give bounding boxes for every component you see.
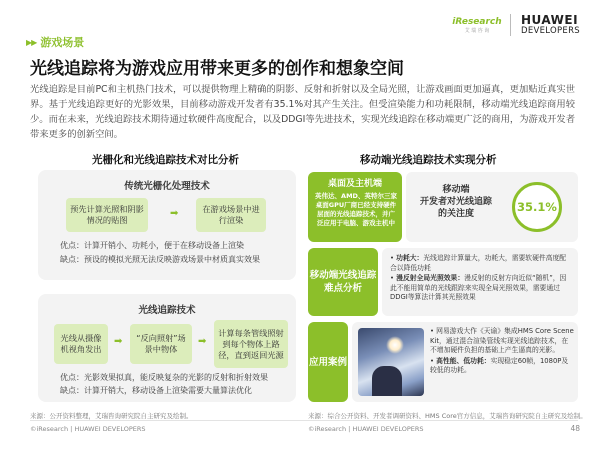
case-points xyxy=(430,327,574,377)
section-tag-label: 游戏场景 xyxy=(40,36,85,49)
mobile-analysis-panel xyxy=(308,170,578,402)
render-box: 在游戏场景中进行渲染 xyxy=(196,198,266,232)
camera-ray-box: 光线从摄像机视角发出 xyxy=(54,324,108,364)
arrow-right-icon: ➡ xyxy=(198,336,207,347)
desktop-description: 英伟达、AMD、英特尔三家桌面GPU厂商已经支持硬件层面的光线追踪技术，并广泛应用于电脑、游戏主机中 xyxy=(315,192,397,227)
iresearch-logo xyxy=(454,17,500,34)
case-label: 应用案例 xyxy=(308,322,348,402)
difficulty-point-key: 功耗大： xyxy=(396,254,424,262)
arrow-right-icon: ➡ xyxy=(170,208,179,219)
footer-divider xyxy=(30,420,578,421)
source-note-right: 来源：综合公开资料、开发者调研资料、HMS Core官方信息，艾瑞咨询研究院自主研究及绘制。 xyxy=(308,412,587,420)
footer-copyright-left: ©iResearch | HUAWEI DEVELOPERS xyxy=(30,425,146,433)
difficulty-label: 移动端光线追踪难点分析 xyxy=(308,248,378,316)
case-point-key: 高性能、低功耗： xyxy=(436,356,491,365)
case-point-text: 网易游戏大作《天谕》集成HMS Core Scene Kit，通过混合渲染管线实现光线追踪技术，在不增加硬件负担的基础上产生逼真的光影。 xyxy=(430,327,574,354)
iresearch-logo-subtext: 艾 瑞 咨 询 xyxy=(464,27,490,34)
desktop-label: 桌面及主机端 xyxy=(327,179,382,189)
brand-logos xyxy=(454,14,580,36)
light-glow xyxy=(386,336,404,354)
comparison-panel xyxy=(38,170,296,402)
section-tag xyxy=(26,34,84,50)
desktop-box xyxy=(308,172,402,242)
attention-percent: 35.1% xyxy=(512,182,562,232)
intro-paragraph: 光线追踪是目前PC和主机热门技术，可以提供物理上精确的阴影、反射和折射以及全局光照，让游戏画面更加逼真，更加贴近真实世界。基于光线追踪更好的光影效果，目前移动游戏开发者有35.1%对其产生关注。但受渲染能力和功耗限制，移动端光线追踪商用较少。而在未来，光线追踪技术期待通过软硬件高度配合，以及DDGI等先进技术，实现光线追踪在移动端更广泛的商用，为游戏开发者带来更多的创新空间。 xyxy=(30,84,575,140)
desktop-row xyxy=(308,172,578,242)
precompute-box: 预先计算光照和阴影情况的贴图 xyxy=(66,198,148,232)
case-point: • 高性能、低功耗：实现稳定60帧，1080P及较低的功耗。 xyxy=(430,356,569,374)
difficulty-point-key: 漫反射全局光照效果： xyxy=(396,274,465,282)
case-content xyxy=(352,322,578,402)
page-number: 48 xyxy=(570,424,580,433)
character-silhouette xyxy=(372,366,402,396)
difficulty-content xyxy=(382,248,578,316)
reverse-illuminate-box: “反向照射”场景中物体 xyxy=(130,324,192,364)
left-subtitle: 光栅化和光线追踪技术对比分析 xyxy=(92,154,239,166)
arrow-right-icon: ➡ xyxy=(114,336,123,347)
source-note-left: 来源：公开资料整理，艾瑞咨询研究院自主研究及绘制。 xyxy=(30,412,193,420)
difficulty-point-text: 漫反射的反射方向近似“随机”，因此不能用简单的光线跟踪来实现全局光照效果，需要通过DDGI等算法计算其光照效果 xyxy=(390,274,567,301)
difficulty-row xyxy=(308,248,578,316)
mobile-attention-label: 移动端 开发者对光线追踪的关注度 xyxy=(419,185,492,219)
right-subtitle: 移动端光线追踪技术实现分析 xyxy=(360,154,497,166)
page-title: 光线追踪将为游戏应用带来更多的创作和想象空间 xyxy=(30,59,404,79)
difficulty-point-text: 光线追踪计算量大，功耗大，需要软硬件高度配合以降低功耗 xyxy=(390,254,567,272)
difficulty-point: • 漫反射全局光照效果：漫反射的反射方向近似“随机”，因此不能用简单的光线跟踪来实现全局光照效果，需要通过DDGI等算法计算其光照效果 xyxy=(390,274,567,301)
compute-path-box: 计算每条管线照射到每个物体上路径，直到返回光源 xyxy=(214,320,288,368)
ray-tracing-advantage: 优点：光影效果拟真，能反映复杂的光影的反射和折射效果 xyxy=(60,373,268,382)
developers-logo-text: DEVELOPERS xyxy=(520,25,580,36)
rasterization-title: 传统光栅化处理技术 xyxy=(124,181,210,192)
huawei-logo-text: HUAWEI xyxy=(520,13,579,28)
footer-copyright-right: ©iResearch | HUAWEI DEVELOPERS xyxy=(308,425,424,433)
rasterization-disadvantage: 缺点：预设的模拟光照无法反映游戏场景中材质真实效果 xyxy=(60,255,260,264)
mobile-attention-box xyxy=(406,172,578,242)
case-row xyxy=(308,322,578,402)
rasterization-advantage: 优点：计算开销小、功耗小，便于在移动设备上渲染 xyxy=(60,241,244,250)
brand-divider xyxy=(510,14,511,36)
ray-tracing-card xyxy=(38,294,296,402)
game-screenshot-image xyxy=(358,328,424,396)
case-point-text: 实现稳定60帧，1080P及较低的功耗。 xyxy=(430,356,569,374)
difficulty-points xyxy=(390,254,572,304)
rasterization-card xyxy=(38,170,296,280)
case-point: • 网易游戏大作《天谕》集成HMS Core Scene Kit，通过混合渲染管线实现光线追踪技术，在不增加硬件负担的基础上产生逼真的光影。 xyxy=(430,327,574,354)
huawei-developers-logo xyxy=(521,14,580,36)
difficulty-point: • 功耗大：光线追踪计算量大，功耗大，需要软硬件高度配合以降低功耗 xyxy=(390,254,567,272)
ray-tracing-disadvantage: 缺点：计算开销大，移动设备上渲染需要大量算法优化 xyxy=(60,386,252,395)
ray-tracing-title: 光线追踪技术 xyxy=(138,305,196,316)
double-chevron-icon: ▶▶ xyxy=(26,37,37,47)
iresearch-logo-text: iResearch xyxy=(452,16,502,27)
